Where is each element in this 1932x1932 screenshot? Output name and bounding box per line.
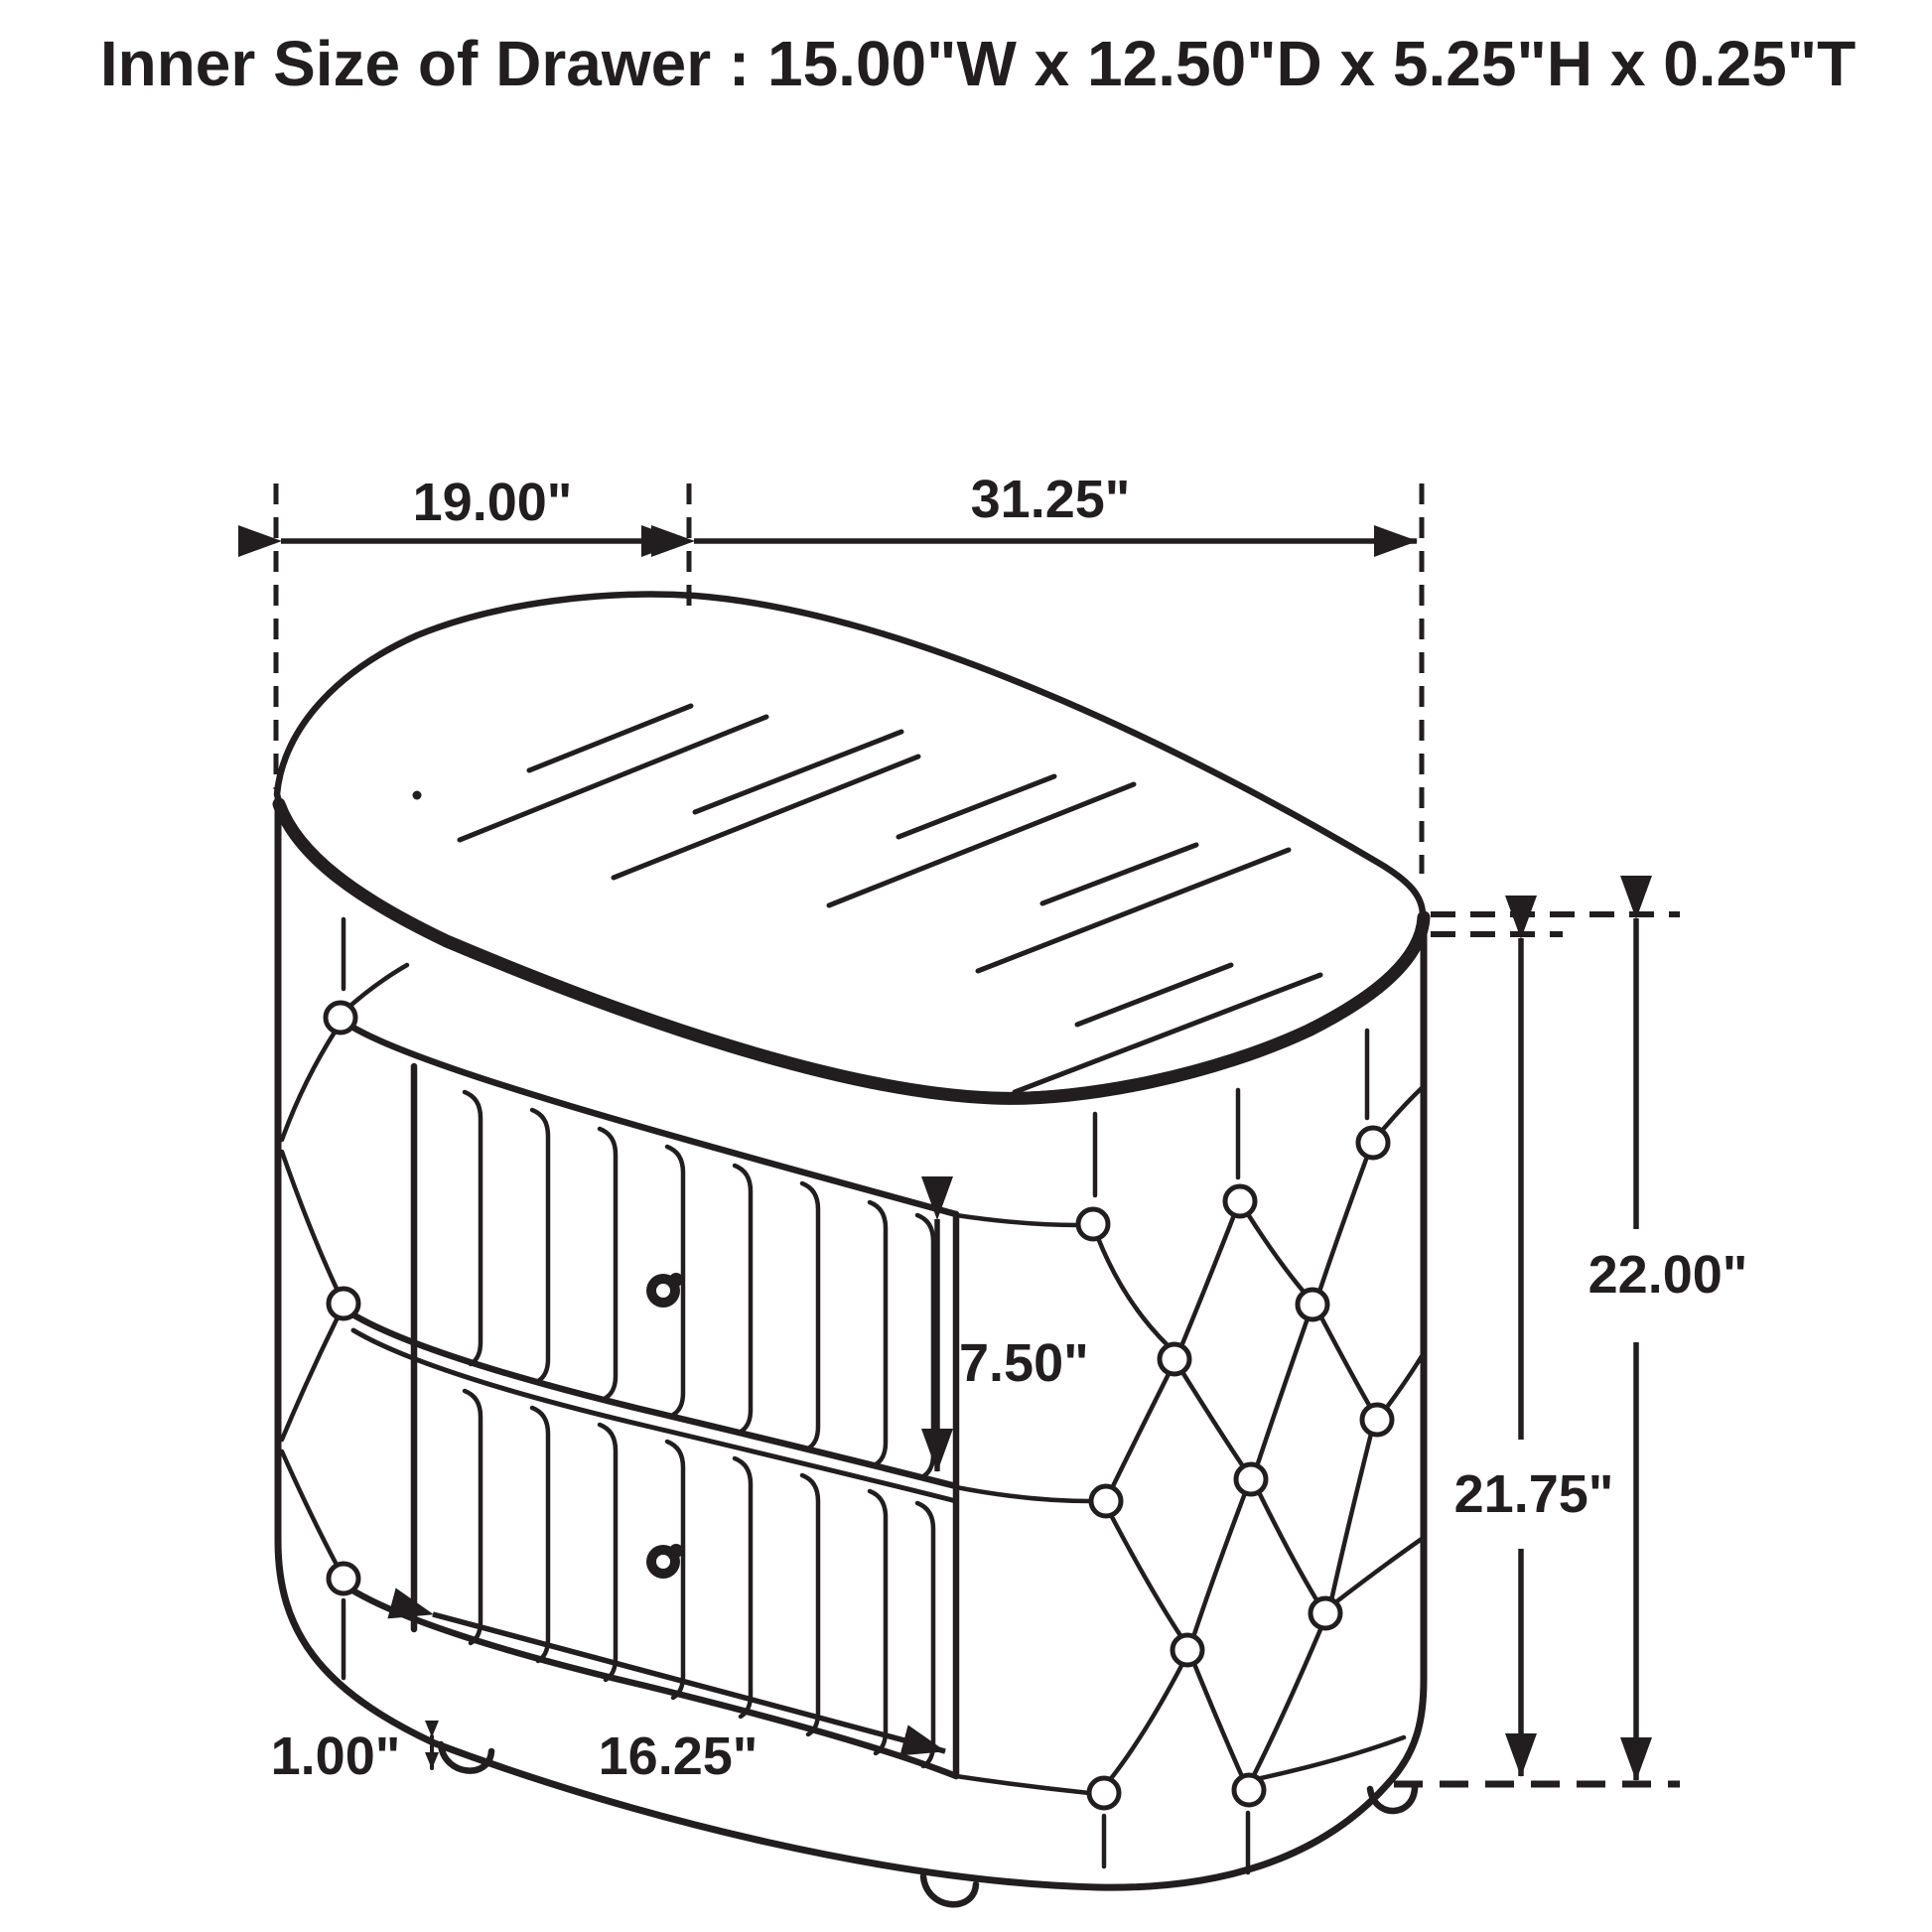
- glass-top-outline: [277, 595, 1423, 1096]
- glass-top: [277, 595, 1424, 1099]
- tufting-button: [1311, 1598, 1340, 1628]
- label-total-height: 22.00": [1587, 1245, 1748, 1305]
- tufting-button: [1362, 1405, 1392, 1435]
- glass-reflection-hatching: [413, 706, 1321, 1092]
- top-width-dimension: [276, 470, 1422, 874]
- tufting-button: [1236, 1464, 1266, 1494]
- right-tufted-panel: [956, 1031, 1422, 1872]
- drawer-height-dimension: [937, 1219, 1089, 1471]
- top-drawer-knob: [646, 1273, 683, 1308]
- glass-speck: [413, 791, 422, 800]
- drawer-stack: [348, 1025, 956, 1776]
- tufting-button: [1160, 1344, 1189, 1374]
- leg-height-dimension: [271, 1726, 432, 1786]
- drawer-face-top-edge: [348, 1025, 956, 1214]
- tufting-button: [1091, 1486, 1121, 1516]
- height-dimensions: [1394, 914, 1747, 1784]
- tufting-button: [1298, 1290, 1327, 1319]
- label-leg-height: 1.00": [270, 1726, 401, 1786]
- left-tufted-panel: [282, 919, 407, 1678]
- label-drawer-face-width: 16.25": [598, 1726, 759, 1786]
- label-drawer-face-height: 7.50": [959, 1333, 1089, 1393]
- tufting-button: [1234, 1775, 1264, 1805]
- drawer-divider-upper: [349, 1312, 956, 1486]
- tufting-button: [1358, 1128, 1388, 1158]
- tufting-button: [1078, 1209, 1108, 1239]
- tufting-button: [329, 1564, 358, 1593]
- bottom-drawer-knob: [646, 1544, 683, 1579]
- top-drawer-fluting: [465, 1092, 933, 1476]
- page-title: Inner Size of Drawer : 15.00"W x 12.50"D x 5.25"H x 0.25"T: [99, 28, 1857, 99]
- tufting-button: [1225, 1186, 1255, 1216]
- tufting-button: [329, 1289, 358, 1318]
- tufting-button: [1089, 1778, 1119, 1808]
- drawer-width-dimension: [433, 1614, 945, 1786]
- label-top-span-right: 31.25": [970, 470, 1131, 529]
- label-body-height: 21.75": [1453, 1464, 1614, 1524]
- bottom-drawer-fluting: [465, 1391, 933, 1766]
- label-top-span-left: 19.00": [412, 473, 573, 532]
- tufting-button: [326, 1003, 355, 1033]
- glass-top-rim: [279, 804, 1424, 1098]
- tufting-button: [1173, 1635, 1202, 1665]
